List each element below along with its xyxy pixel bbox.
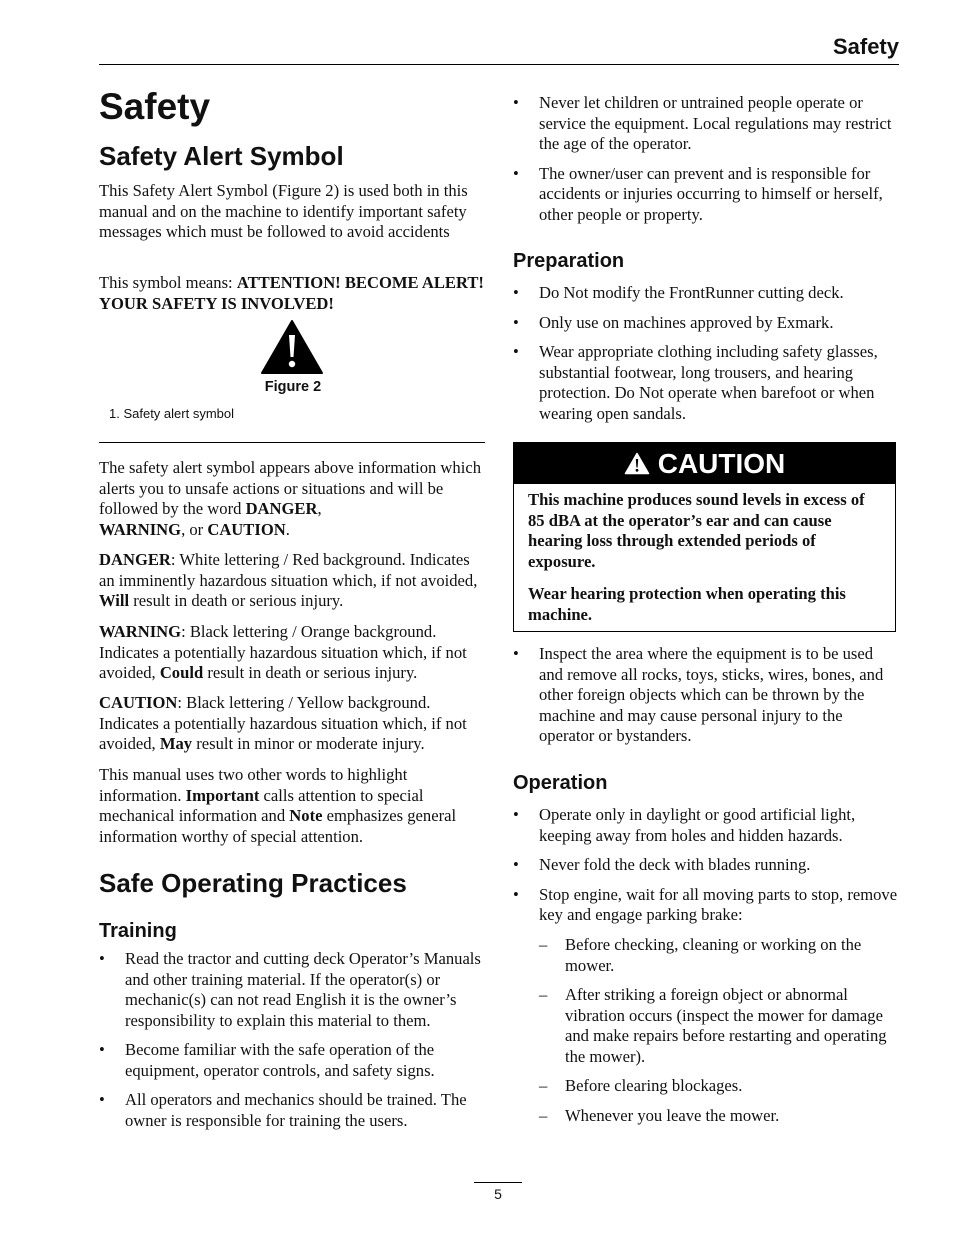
danger-text: : White lettering / Red background. Indicates an imminently hazardous situation which, if not avoided, (99, 550, 478, 590)
header-rule (99, 64, 899, 65)
warning-bold: Could (159, 663, 204, 682)
list-item: – After striking a foreign object or abnormal vibration occurs (inspect the mower for damage and make repairs before restarting and operating the mower). (539, 985, 894, 1067)
danger-bold: Will (99, 591, 130, 610)
operation-heading: Operation (513, 772, 608, 794)
manual-text: This manual uses two other words to highlight information. (99, 765, 408, 805)
list-item: – Before clearing blockages. (539, 1076, 894, 1097)
list-item: • Only use on machines approved by Exmark. (513, 313, 903, 334)
list-item: • Become familiar with the safe operation of the equipment, operator controls, and safety signs. (99, 1040, 484, 1081)
list-item: • Do Not modify the FrontRunner cutting deck. (513, 283, 903, 304)
list-item: • Never fold the deck with blades running. (513, 855, 898, 876)
signal-text: The safety alert symbol appears above information which alerts you to unsafe actions or situations and will be followed by the word (99, 458, 481, 518)
list-item: • Inspect the area where the equipment is to be used and remove all rocks, toys, sticks, wires, bones, and other foreign objects which can be thrown by the machine and may cause personal injury to the operator or bystanders. (513, 644, 898, 747)
preparation-list-continued (513, 644, 898, 756)
signal-sep: , or (181, 519, 208, 539)
list-item: • Never let children or untrained people operate or service the equipment. Local regulations may restrict the age of the operator. (513, 93, 898, 155)
caution-bold: May (159, 734, 193, 753)
signal-end: . (285, 519, 290, 539)
manual-text: calls attention to special mechanical information and (99, 785, 424, 825)
caution-body (514, 484, 895, 625)
signal-words-para (99, 458, 487, 540)
safety-alert-heading: Safety Alert Symbol (99, 141, 344, 171)
signal-warning: WARNING (99, 519, 182, 539)
list-item: • The owner/user can prevent and is responsible for accidents or injuries occurring to himself or herself, other people or property. (513, 164, 898, 226)
training-list-continued (513, 93, 898, 234)
manual-text: emphasizes general information worthy of special attention. (99, 806, 457, 846)
signal-sep: , (317, 499, 322, 518)
warning-triangle-icon (624, 452, 650, 475)
list-item: • All operators and mechanics should be trained. The owner is responsible for training the users. (99, 1090, 484, 1131)
danger-text: result in death or serious injury. (129, 591, 344, 610)
running-head: Safety (832, 34, 899, 59)
caution-definition (99, 693, 489, 755)
danger-label: DANGER (99, 550, 171, 569)
caution-title: CAUTION (657, 447, 786, 479)
caution-text: : Black lettering / Yellow background. Indicates a potentially hazardous situation which, if not avoided, (99, 693, 467, 753)
caution-label: CAUTION (99, 693, 178, 712)
list-item: – Whenever you leave the mower. (539, 1106, 894, 1127)
manual-important: Important (185, 785, 260, 805)
figure-legend: 1. Safety alert symbol (109, 406, 234, 421)
caution-text: This machine produces sound levels in excess of 85 dBA at the operator’s ear and can cause hearing loss through extended periods of exposure. (528, 490, 865, 571)
warning-label: WARNING (99, 622, 182, 641)
signal-caution: CAUTION (207, 519, 286, 539)
list-item: • Read the tractor and cutting deck Operator’s Manuals and other training material. If the operator(s) or mechanic(s) can not read English it is the owner’s responsibility to explain this material to them. (99, 949, 484, 1031)
preparation-list (513, 283, 903, 433)
operation-list (513, 805, 898, 935)
list-item: • Stop engine, wait for all moving parts to stop, remove key and engage parking brake: (513, 885, 898, 926)
signal-danger: DANGER (245, 499, 318, 518)
warning-text: : Black lettering / Orange background. Indicates a potentially hazardous situation which, if not avoided, (99, 622, 467, 682)
page-number: 5 (494, 1186, 502, 1202)
warning-triangle-icon (260, 319, 324, 375)
list-item: – Before checking, cleaning or working on the mower. (539, 935, 894, 976)
caution-header (514, 443, 895, 484)
footer-rule (474, 1182, 522, 1183)
danger-definition (99, 550, 489, 612)
list-item: • Operate only in daylight or good artificial light, keeping away from holes and hidden hazards. (513, 805, 898, 846)
preparation-heading: Preparation (513, 250, 625, 272)
training-heading: Training (99, 920, 177, 942)
figure-caption: Figure 2 (264, 379, 322, 395)
training-list (99, 949, 484, 1140)
safe-practices-heading: Safe Operating Practices (99, 868, 407, 898)
manual-words-para (99, 765, 479, 847)
warning-definition (99, 622, 487, 684)
list-item: • Wear appropriate clothing including safety glasses, substantial footwear, long trousers, and hearing protection. Do Not operate when barefoot or when wearing open sandals. (513, 342, 903, 424)
warning-text: result in death or serious injury. (203, 663, 418, 682)
symbol-meaning-bold: ATTENTION! BECOME ALERT! YOUR SAFETY IS INVOLVED! (99, 273, 484, 313)
figure-rule (99, 442, 485, 443)
safety-alert-intro: This Safety Alert Symbol (Figure 2) is used both in this manual and on the machine to identify important safety messages which must be followed to avoid accidents (99, 181, 468, 241)
symbol-meaning-prefix: This symbol means: (99, 273, 237, 292)
caution-text: Wear hearing protection when operating this machine. (528, 584, 846, 624)
caution-text: result in minor or moderate injury. (192, 734, 425, 753)
caution-box (513, 442, 896, 632)
page-title: Safety (99, 86, 211, 127)
operation-sublist (539, 935, 894, 1135)
symbol-meaning (99, 273, 487, 314)
manual-note: Note (289, 806, 323, 825)
